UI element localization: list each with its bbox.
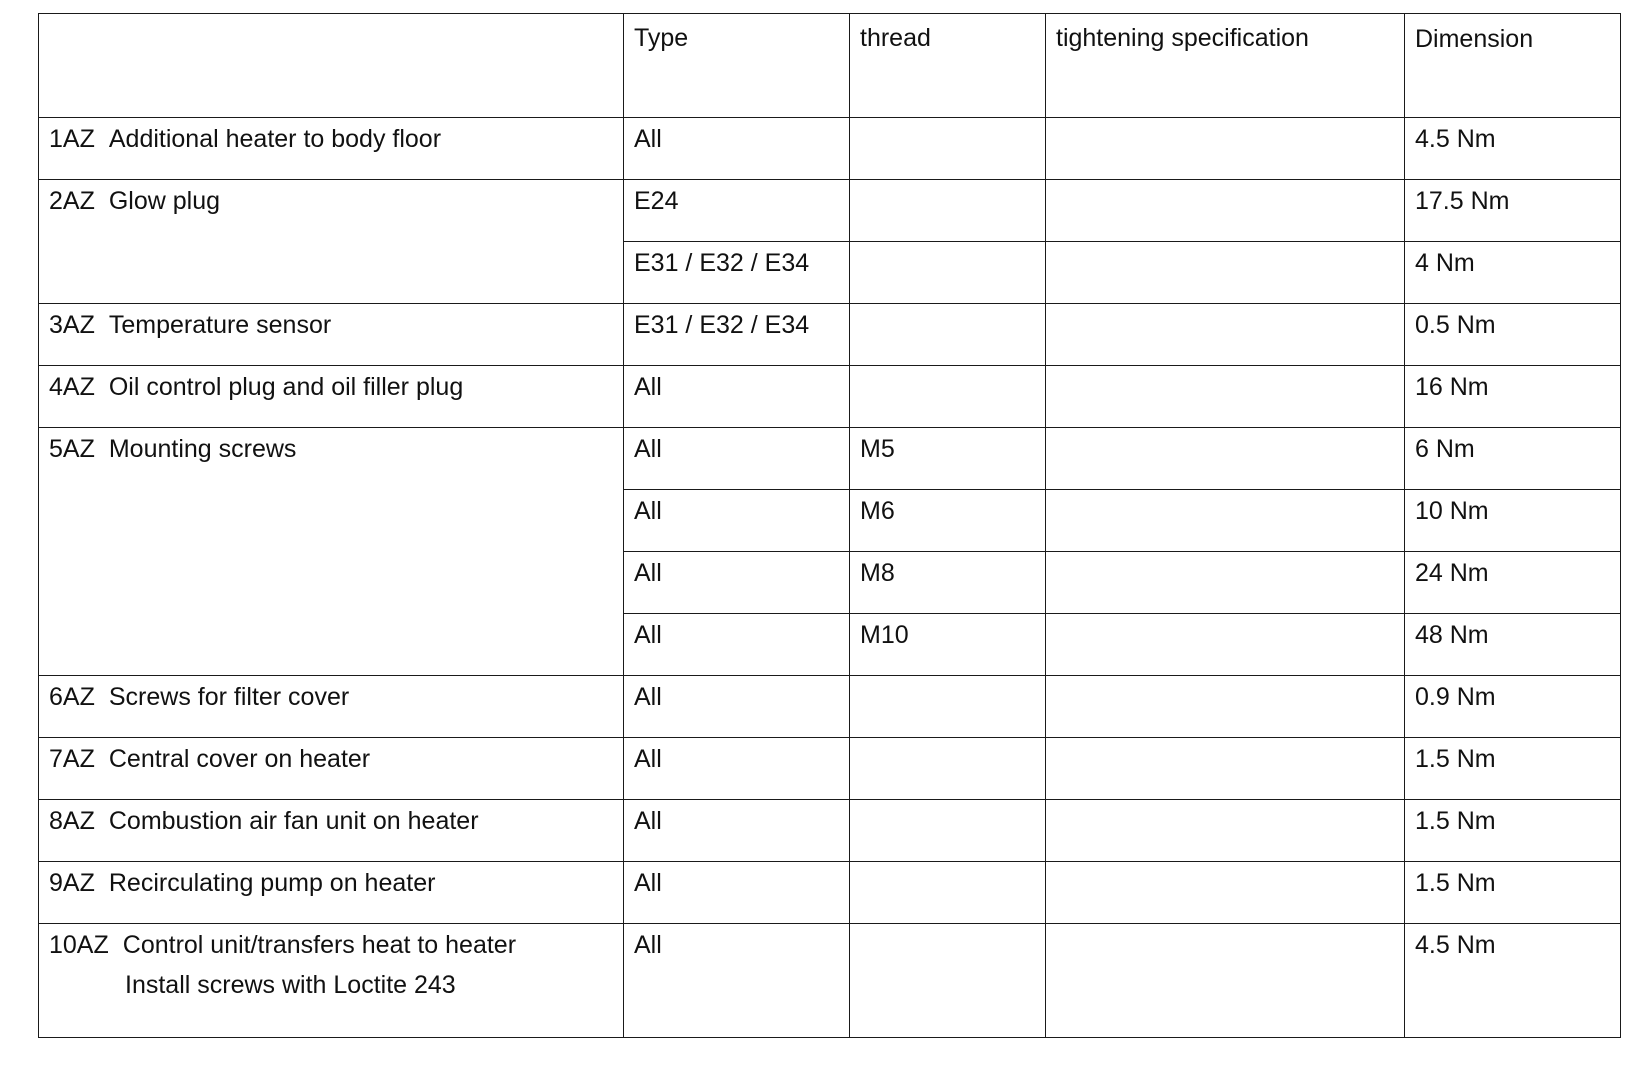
dimension-cell: 48 Nm	[1405, 614, 1621, 676]
item-name: Oil control plug and oil filler plug	[108, 373, 464, 401]
thread-cell: M6	[850, 490, 1046, 552]
type-cell: All	[624, 490, 850, 552]
item-cell	[39, 800, 624, 862]
item-code: 6AZ	[49, 683, 95, 711]
item-name: Control unit/transfers heat to heater	[122, 931, 517, 959]
item-name: Screws for filter cover	[108, 683, 350, 711]
dimension-cell: 6 Nm	[1405, 428, 1621, 490]
table-body	[39, 118, 1621, 1038]
table-row	[39, 924, 1621, 1038]
table-row	[39, 304, 1621, 366]
thread-cell: M8	[850, 552, 1046, 614]
type-cell: E31 / E32 / E34	[624, 304, 850, 366]
item-code: 1AZ	[49, 125, 95, 153]
type-cell: All	[624, 862, 850, 924]
dimension-cell: 4 Nm	[1405, 242, 1621, 304]
item-name: Combustion air fan unit on heater	[108, 807, 479, 835]
item-code: 10AZ	[49, 931, 109, 959]
tightening-spec-cell	[1046, 428, 1405, 490]
header-type: Type	[624, 14, 850, 118]
thread-cell	[850, 924, 1046, 1038]
thread-cell	[850, 180, 1046, 242]
item-code: 7AZ	[49, 745, 95, 773]
item-name: Glow plug	[108, 187, 221, 215]
thread-cell	[850, 366, 1046, 428]
thread-cell	[850, 800, 1046, 862]
tightening-spec-cell	[1046, 676, 1405, 738]
tightening-spec-cell	[1046, 738, 1405, 800]
dimension-cell: 4.5 Nm	[1405, 118, 1621, 180]
header-tightening-specification: tightening specification	[1046, 14, 1405, 118]
table-row	[39, 180, 1621, 242]
item-code: 9AZ	[49, 869, 95, 897]
tightening-spec-cell	[1046, 366, 1405, 428]
type-cell: E31 / E32 / E34	[624, 242, 850, 304]
thread-cell: M10	[850, 614, 1046, 676]
item-cell	[39, 862, 624, 924]
thread-cell	[850, 304, 1046, 366]
dimension-cell: 1.5 Nm	[1405, 862, 1621, 924]
header-item	[39, 14, 624, 118]
header-row	[39, 14, 1621, 118]
thread-cell	[850, 738, 1046, 800]
item-code: 2AZ	[49, 187, 95, 215]
header-dimension: Dimension	[1405, 14, 1621, 118]
item-name: Additional heater to body floor	[108, 125, 442, 153]
item-cell	[39, 738, 624, 800]
type-cell: All	[624, 552, 850, 614]
table-row	[39, 366, 1621, 428]
thread-cell	[850, 862, 1046, 924]
type-cell: All	[624, 428, 850, 490]
dimension-cell: 0.9 Nm	[1405, 676, 1621, 738]
type-cell: All	[624, 118, 850, 180]
item-code: 8AZ	[49, 807, 95, 835]
thread-cell	[850, 242, 1046, 304]
item-name: Temperature sensor	[108, 311, 332, 339]
item-cell	[39, 676, 624, 738]
thread-cell	[850, 118, 1046, 180]
tightening-spec-cell	[1046, 552, 1405, 614]
item-name: Recirculating pump on heater	[108, 869, 436, 897]
item-cell	[39, 180, 624, 304]
item-cell	[39, 304, 624, 366]
type-cell: All	[624, 924, 850, 1038]
item-name: Central cover on heater	[108, 745, 371, 773]
item-cell	[39, 428, 624, 676]
type-cell: All	[624, 614, 850, 676]
table-row	[39, 738, 1621, 800]
table-row	[39, 862, 1621, 924]
tightening-spec-cell	[1046, 118, 1405, 180]
item-cell	[39, 366, 624, 428]
tightening-spec-cell	[1046, 180, 1405, 242]
item-cell	[39, 924, 624, 1038]
type-cell: All	[624, 800, 850, 862]
item-code: 3AZ	[49, 311, 95, 339]
tightening-spec-cell	[1046, 800, 1405, 862]
tightening-spec-cell	[1046, 614, 1405, 676]
dimension-cell: 1.5 Nm	[1405, 800, 1621, 862]
item-name: Mounting screws	[108, 435, 297, 463]
item-cell	[39, 118, 624, 180]
type-cell: All	[624, 366, 850, 428]
table-row	[39, 428, 1621, 490]
type-cell: All	[624, 676, 850, 738]
table-row	[39, 676, 1621, 738]
item-note: Install screws with Loctite 243	[125, 971, 456, 999]
table-row	[39, 118, 1621, 180]
dimension-cell: 4.5 Nm	[1405, 924, 1621, 1038]
header-thread: thread	[850, 14, 1046, 118]
type-cell: E24	[624, 180, 850, 242]
item-code: 4AZ	[49, 373, 95, 401]
table-row	[39, 800, 1621, 862]
dimension-cell: 24 Nm	[1405, 552, 1621, 614]
tightening-spec-cell	[1046, 242, 1405, 304]
dimension-cell: 0.5 Nm	[1405, 304, 1621, 366]
tightening-spec-cell	[1046, 304, 1405, 366]
dimension-cell: 16 Nm	[1405, 366, 1621, 428]
item-code: 5AZ	[49, 435, 95, 463]
thread-cell	[850, 676, 1046, 738]
tightening-spec-cell	[1046, 490, 1405, 552]
tightening-spec-cell	[1046, 924, 1405, 1038]
tightening-spec-cell	[1046, 862, 1405, 924]
type-cell: All	[624, 738, 850, 800]
dimension-cell: 1.5 Nm	[1405, 738, 1621, 800]
dimension-cell: 17.5 Nm	[1405, 180, 1621, 242]
dimension-cell: 10 Nm	[1405, 490, 1621, 552]
torque-spec-table	[38, 13, 1621, 1038]
thread-cell: M5	[850, 428, 1046, 490]
